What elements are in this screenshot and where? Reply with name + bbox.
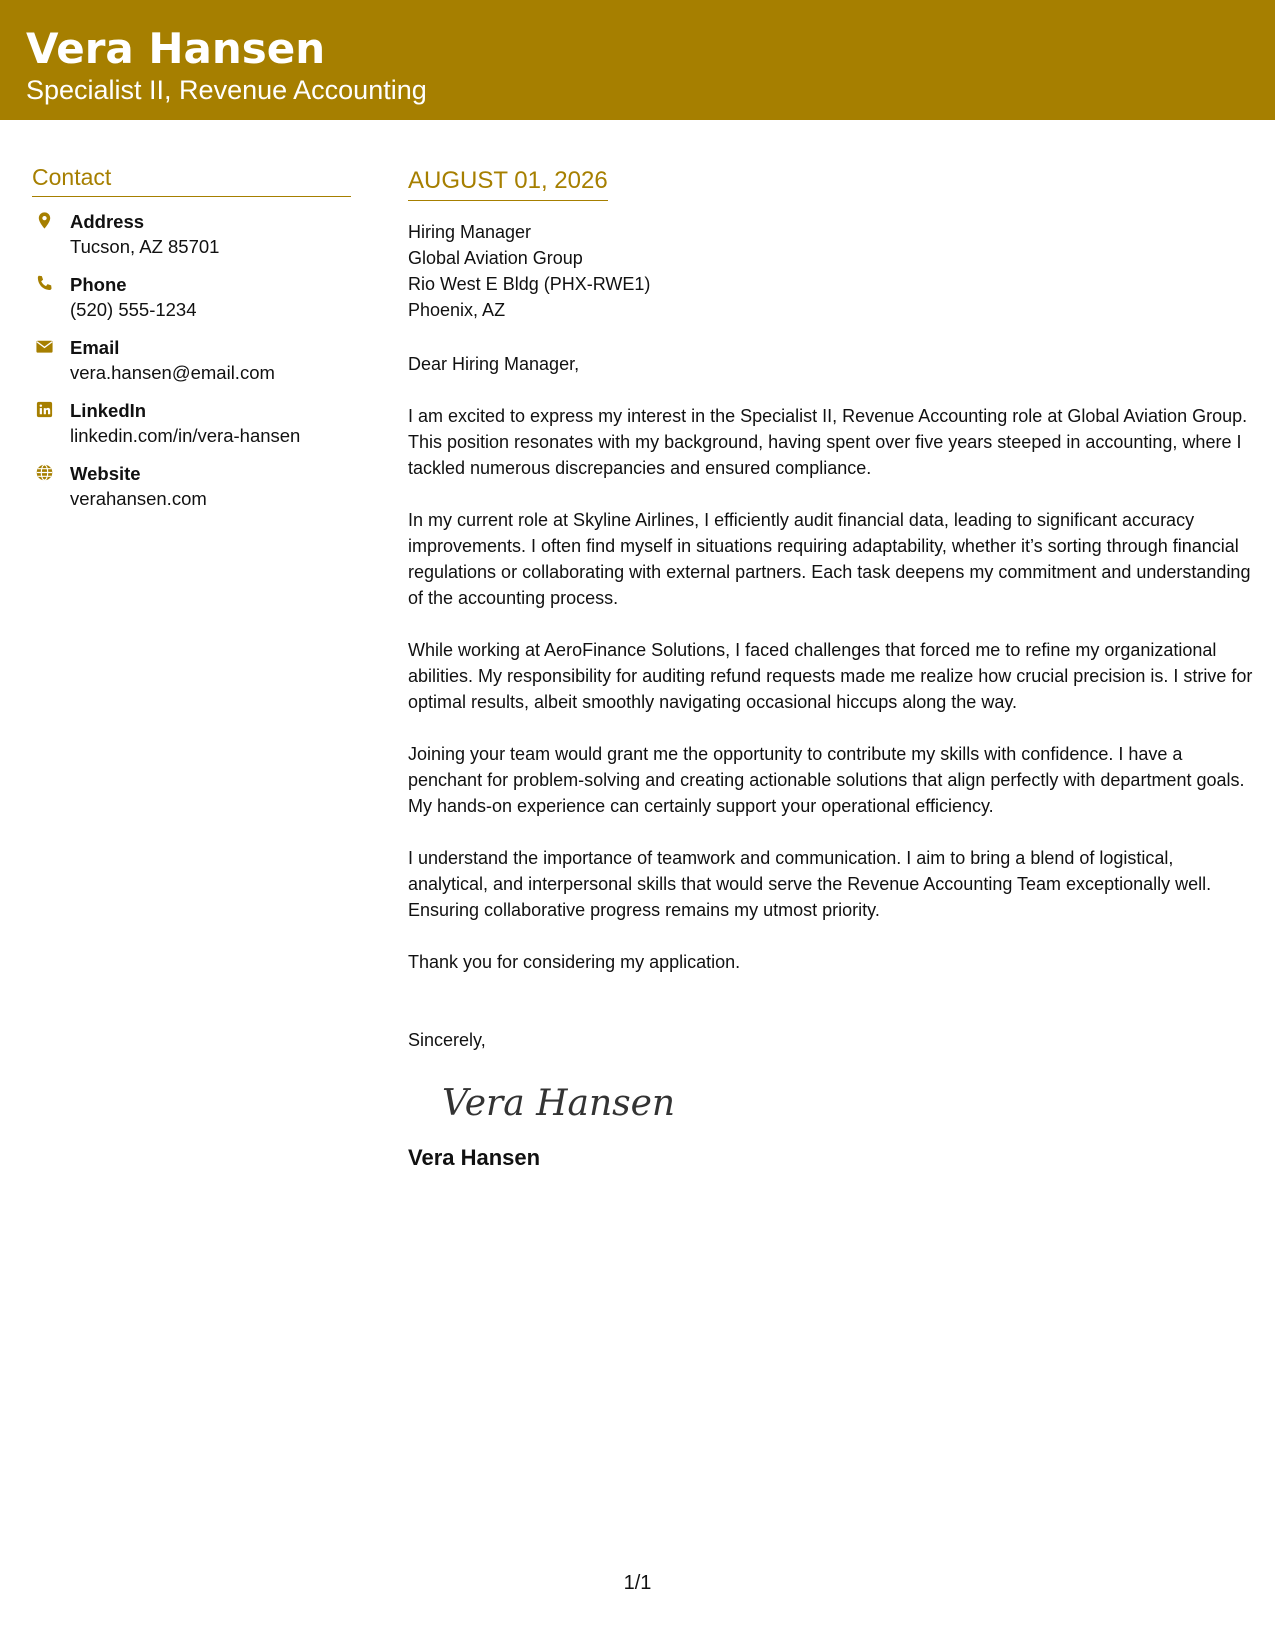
recipient-line: Rio West E Bldg (PHX-RWE1)	[408, 274, 651, 294]
contact-value: (520) 555-1234	[70, 299, 197, 320]
contact-label: LinkedIn	[70, 400, 147, 421]
globe-icon	[35, 463, 54, 482]
page-number: 1/1	[623, 1572, 652, 1594]
salutation: Dear Hiring Manager,	[408, 354, 580, 374]
letter-paragraph: Joining your team would grant me the opportunity to contribute my skills with confidence. I have a penchant for problem-solving and creating actionable solutions that align perfectly with department goals. My hands-on experience can certainly support your operational efficiency.	[408, 744, 1245, 816]
contact-value: Tucson, AZ 85701	[70, 236, 220, 257]
closing: Sincerely,	[408, 1030, 486, 1050]
recipient-line: Phoenix, AZ	[408, 300, 506, 320]
phone-icon	[35, 274, 54, 293]
letter-body	[408, 166, 1253, 1173]
contact-sidebar	[32, 162, 351, 525]
contact-label: Phone	[70, 274, 127, 295]
letter-paragraph: Thank you for considering my application.	[408, 952, 741, 972]
signer-name: Vera Hansen	[408, 1145, 541, 1170]
contact-value: vera.hansen@email.com	[70, 362, 275, 383]
contact-item-address	[32, 210, 351, 273]
applicant-title: Specialist II, Revenue Accounting	[26, 75, 427, 105]
linkedin-icon	[35, 400, 54, 419]
contact-item-website	[32, 462, 351, 525]
recipient-line: Hiring Manager	[408, 222, 532, 242]
contact-list	[32, 210, 351, 525]
signature-image	[436, 1075, 676, 1131]
handwritten-signature	[436, 1075, 1253, 1135]
contact-value: linkedin.com/in/vera-hansen	[70, 425, 301, 446]
contact-item-email	[32, 336, 351, 399]
contact-item-linkedin	[32, 399, 351, 462]
contact-heading: Contact	[32, 162, 351, 197]
recipient-line: Global Aviation Group	[408, 248, 583, 268]
contact-label: Website	[70, 463, 141, 484]
envelope-icon	[35, 337, 54, 356]
map-pin-icon	[35, 211, 54, 230]
letter-paragraph: I understand the importance of teamwork and communication. I aim to bring a blend of logistical, analytical, and interpersonal skills that would serve the Revenue Accounting Team exceptionally well. Ensuring collaborative progress remains my utmost priority.	[408, 848, 1212, 920]
contact-value: verahansen.com	[70, 488, 207, 509]
recipient-block	[408, 219, 1253, 323]
signature-text: Vera Hansen	[442, 1083, 676, 1124]
letter-date: AUGUST 01, 2026	[408, 166, 608, 201]
applicant-name: Vera Hansen	[26, 24, 326, 73]
contact-label: Email	[70, 337, 120, 358]
contact-item-phone	[32, 273, 351, 336]
letter-paragraph: While working at AeroFinance Solutions, I faced challenges that forced me to refine my organizational abilities. My responsibility for auditing refund requests made me realize how crucial precision is. I strive for optimal results, albeit smoothly navigating occasional hiccups along the way.	[408, 640, 1253, 712]
header-banner	[0, 0, 1275, 120]
letter-paragraph: I am excited to express my interest in the Specialist II, Revenue Accounting role at Global Aviation Group. This position resonates with my background, having spent over five years steeped in accounting, where I tackled numerous discrepancies and ensured compliance.	[408, 406, 1248, 478]
contact-label: Address	[70, 211, 145, 232]
letter-paragraph: In my current role at Skyline Airlines, I efficiently audit financial data, leading to significant accuracy improvements. I often find myself in situations requiring adaptability, whether it’s sorting through financial regulations or collaborating with external partners. Each task deepens my commitment and understanding of the accounting process.	[408, 510, 1251, 608]
